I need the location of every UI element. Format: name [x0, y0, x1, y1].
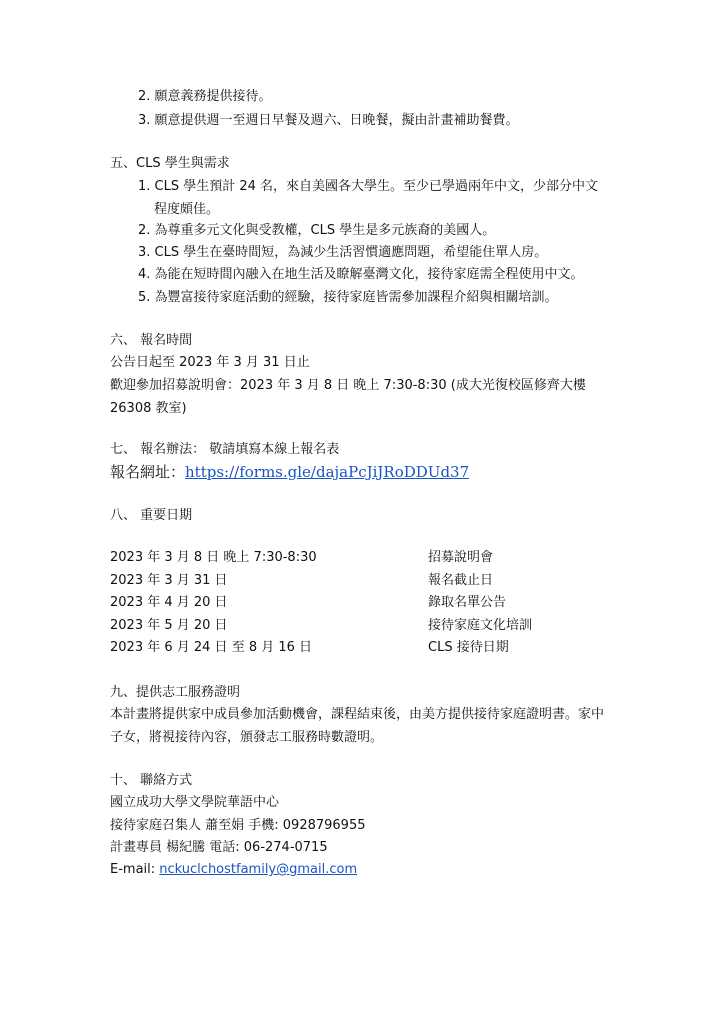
contact-org: 國立成功大學文學院華語中心 — [110, 795, 280, 810]
sec9-heading: 九、提供志工服務證明 — [110, 685, 241, 700]
sec5-item-1-cont: 程度頗佳。 — [154, 202, 220, 217]
sec4-item-3: 3. 願意提供週一至週日早餐及週六、日晚餐，擬由計畫補助餐費。 — [138, 113, 519, 128]
sec6-session: 歡迎參加招募說明會：2023 年 3 月 8 日 晚上 7:30-8:30 (成大光復校區修齊大樓 — [110, 378, 586, 393]
sec6-announce: 公告日起至 2023 年 3 月 31 日止 — [110, 355, 310, 370]
contact-host-coordinator: 接待家庭召集人 蕭至娟 手機: 0928796955 — [110, 818, 366, 833]
date-row-3-event: 錄取名單公告 — [428, 595, 507, 610]
sec9-line-2: 子女，將視接待內容，頒發志工服務時數證明。 — [110, 730, 384, 745]
date-row-2-date: 2023 年 3 月 31 日 — [110, 573, 228, 588]
sec5-item-1: 1. CLS 學生預計 24 名，來自美國各大學生。至少已學過兩年中文，少部分中文 — [138, 179, 599, 194]
sec9-line-1: 本計畫將提供家中成員參加活動機會，課程結束後，由美方提供接待家庭證明書。家中 — [110, 707, 605, 722]
email-label: E-mail: — [110, 862, 160, 877]
date-row-2-event: 報名截止日 — [428, 573, 494, 588]
sec7-heading: 七、 報名辦法： 敬請填寫本線上報名表 — [110, 442, 340, 457]
date-row-1-event: 招募說明會 — [428, 550, 494, 565]
date-row-5-event: CLS 接待日期 — [428, 640, 509, 655]
contact-project-staff: 計畫專員 楊紀騰 電話: 06-274-0715 — [110, 840, 328, 855]
date-row-3-date: 2023 年 4 月 20 日 — [110, 595, 228, 610]
date-row-4-date: 2023 年 5 月 20 日 — [110, 618, 228, 633]
sec6-room: 26308 教室) — [110, 401, 187, 416]
sec7-url-line — [110, 463, 469, 481]
sec10-heading: 十、 聯絡方式 — [110, 773, 193, 788]
contact-email-link[interactable]: nckuclchostfamily@gmail.com — [159, 862, 358, 877]
sec8-heading: 八、 重要日期 — [110, 508, 193, 523]
contact-email-line — [110, 861, 357, 879]
sec5-item-2: 2. 為尊重多元文化與受教權，CLS 學生是多元族裔的美國人。 — [138, 223, 496, 238]
registration-form-link[interactable]: https://forms.gle/dajaPcJiJRoDDUd37 — [185, 463, 470, 481]
sec5-item-4: 4. 為能在短時間內融入在地生活及瞭解臺灣文化，接待家庭需全程使用中文。 — [138, 267, 584, 282]
sec5-item-3: 3. CLS 學生在臺時間短，為減少生活習慣適應問題，希望能住單人房。 — [138, 245, 548, 260]
sec5-item-5: 5. 為豐富接待家庭活動的經驗，接待家庭皆需參加課程介紹與相關培訓。 — [138, 290, 558, 305]
sec4-item-2: 2. 願意義務提供接待。 — [138, 89, 272, 104]
date-row-5-date: 2023 年 6 月 24 日 至 8 月 16 日 — [110, 640, 313, 655]
sec6-heading: 六、 報名時間 — [110, 333, 193, 348]
date-row-1-date: 2023 年 3 月 8 日 晚上 7:30-8:30 — [110, 550, 317, 565]
sec5-heading: 五、CLS 學生與需求 — [110, 156, 230, 171]
date-row-4-event: 接待家庭文化培訓 — [428, 618, 533, 633]
sec7-url-label: 報名網址： — [110, 463, 186, 481]
